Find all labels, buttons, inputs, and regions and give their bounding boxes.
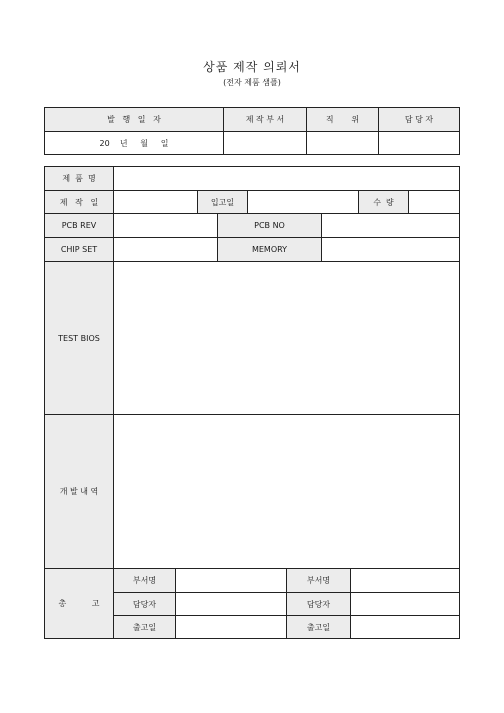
page-subtitle: (전자 제품 샘플) [223, 78, 281, 87]
chipset-field[interactable] [114, 238, 217, 261]
manager-label-left: 담당자 [114, 593, 175, 615]
dept-name-label-right: 부서명 [287, 569, 350, 592]
pcb-no-field[interactable] [322, 214, 459, 237]
memory-label: MEMORY [218, 238, 321, 261]
dev-details-label: 개 발 내 역 [45, 415, 113, 568]
arrival-date-label: 입고일 [198, 191, 247, 213]
release-date-field-left[interactable] [176, 616, 286, 638]
quantity-label: 수 량 [359, 191, 408, 213]
manager-field-left[interactable] [176, 593, 286, 615]
page-title: 상품 제작 의뢰서 [203, 60, 301, 74]
manager-field-right[interactable] [351, 593, 459, 615]
memory-field[interactable] [322, 238, 459, 261]
position-value-field[interactable] [307, 132, 378, 154]
product-name-field[interactable] [114, 167, 459, 190]
issue-date-label: 발 행 일 자 [45, 108, 223, 131]
arrival-date-field[interactable] [248, 191, 358, 213]
pcb-no-label: PCB NO [218, 214, 321, 237]
pcb-rev-field[interactable] [114, 214, 217, 237]
dev-details-field[interactable] [114, 415, 459, 568]
chipset-label: CHIP SET [45, 238, 113, 261]
manager-label-right: 담당자 [287, 593, 350, 615]
issue-date-value: 20 년 월 일 [99, 138, 169, 148]
product-name-label: 제 품 명 [45, 167, 113, 190]
dept-value-field[interactable] [224, 132, 306, 154]
production-date-label: 제 작 일 [45, 191, 113, 213]
manager-label: 담 당 자 [379, 108, 459, 131]
pcb-rev-label: PCB REV [45, 214, 113, 237]
release-date-label-left: 출고일 [114, 616, 175, 638]
dept-name-field-right[interactable] [351, 569, 459, 592]
production-date-field[interactable] [114, 191, 197, 213]
test-bios-label: TEST BIOS [45, 262, 113, 414]
dept-name-label-left: 부서명 [114, 569, 175, 592]
position-label: 직 위 [307, 108, 378, 131]
quantity-field[interactable] [409, 191, 459, 213]
dept-label: 제 작 부 서 [224, 108, 306, 131]
dept-name-field-left[interactable] [176, 569, 286, 592]
manager-value-field[interactable] [379, 132, 459, 154]
remarks-label: 총 고 [45, 569, 113, 638]
release-date-field-right[interactable] [351, 616, 459, 638]
test-bios-field[interactable] [114, 262, 459, 414]
release-date-label-right: 출고일 [287, 616, 350, 638]
